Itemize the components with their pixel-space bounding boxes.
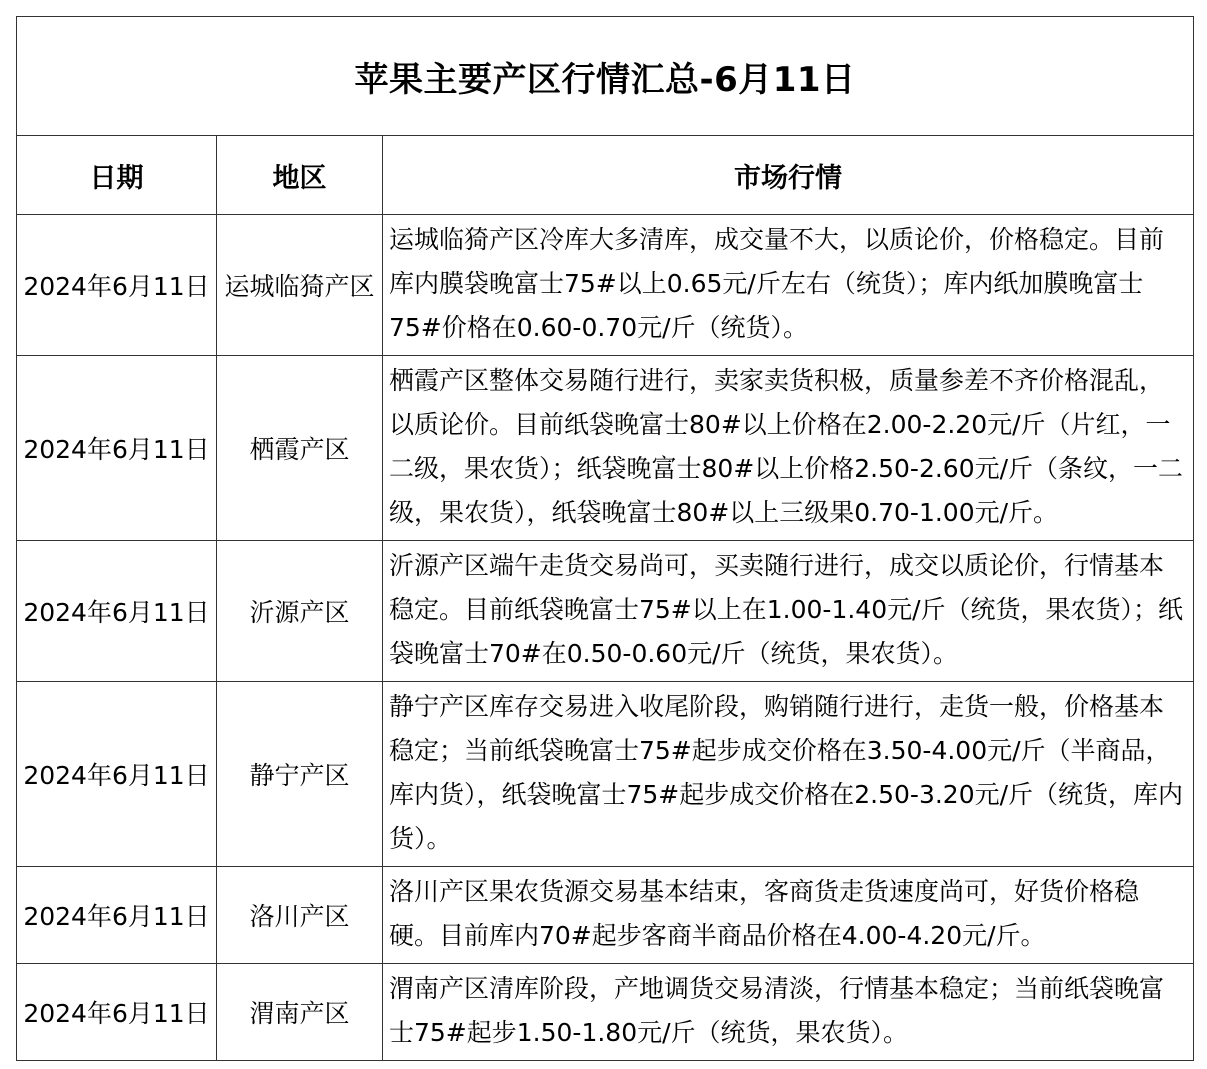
row-region: 运城临猗产区 <box>217 215 383 356</box>
row-date: 2024年6月11日 <box>17 682 217 867</box>
table-row <box>17 964 1194 1061</box>
row-market: 洛川产区果农货源交易基本结束，客商货走货速度尚可，好货价格稳硬。目前库内70#起步客商半商品价格在4.00-4.20元/斤。 <box>383 867 1194 964</box>
row-region: 沂源产区 <box>217 541 383 682</box>
row-date: 2024年6月11日 <box>17 867 217 964</box>
table-row <box>17 215 1194 356</box>
row-date: 2024年6月11日 <box>17 964 217 1061</box>
summary-sheet <box>16 16 1193 1061</box>
title-row <box>17 17 1194 136</box>
market-table <box>16 16 1194 1061</box>
row-date: 2024年6月11日 <box>17 356 217 541</box>
table-row <box>17 356 1194 541</box>
header-date: 日期 <box>17 136 217 215</box>
table-row <box>17 682 1194 867</box>
table-row <box>17 541 1194 682</box>
header-market: 市场行情 <box>383 136 1194 215</box>
table-title: 苹果主要产区行情汇总-6月11日 <box>17 17 1194 136</box>
row-date: 2024年6月11日 <box>17 215 217 356</box>
row-market: 渭南产区清库阶段，产地调货交易清淡，行情基本稳定；当前纸袋晚富士75#起步1.50-1.80元/斤（统货，果农货）。 <box>383 964 1194 1061</box>
row-date: 2024年6月11日 <box>17 541 217 682</box>
header-row <box>17 136 1194 215</box>
row-market: 静宁产区库存交易进入收尾阶段，购销随行进行，走货一般，价格基本稳定；当前纸袋晚富士75#起步成交价格在3.50-4.00元/斤（半商品，库内货），纸袋晚富士75#起步成交价格在2.50-3.20元/斤（统货，库内货）。 <box>383 682 1194 867</box>
row-region: 洛川产区 <box>217 867 383 964</box>
row-region: 渭南产区 <box>217 964 383 1061</box>
row-market: 沂源产区端午走货交易尚可，买卖随行进行，成交以质论价，行情基本稳定。目前纸袋晚富士75#以上在1.00-1.40元/斤（统货，果农货）；纸袋晚富士70#在0.50-0.60元/斤（统货，果农货）。 <box>383 541 1194 682</box>
header-region: 地区 <box>217 136 383 215</box>
row-market: 栖霞产区整体交易随行进行，卖家卖货积极，质量参差不齐价格混乱，以质论价。目前纸袋晚富士80#以上价格在2.00-2.20元/斤（片红，一二级，果农货）；纸袋晚富士80#以上价格2.50-2.60元/斤（条纹，一二级，果农货），纸袋晚富士80#以上三级果0.70-1.00元/斤。 <box>383 356 1194 541</box>
row-region: 静宁产区 <box>217 682 383 867</box>
table-row <box>17 867 1194 964</box>
row-region: 栖霞产区 <box>217 356 383 541</box>
row-market: 运城临猗产区冷库大多清库，成交量不大，以质论价，价格稳定。目前库内膜袋晚富士75#以上0.65元/斤左右（统货）；库内纸加膜晚富士75#价格在0.60-0.70元/斤（统货）。 <box>383 215 1194 356</box>
